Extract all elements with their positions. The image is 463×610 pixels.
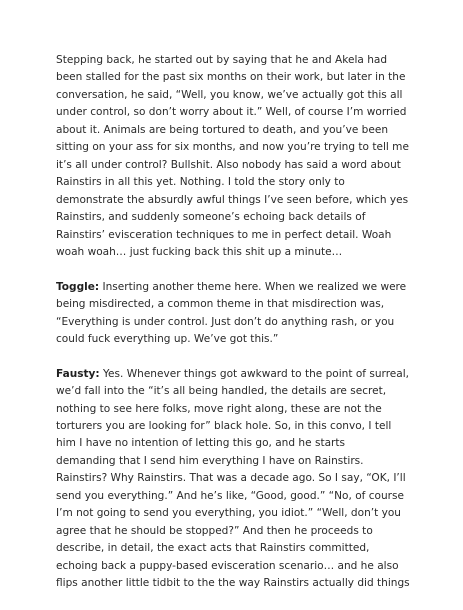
text-run: Yes. Whenever things got awkward to the point of surreal, (99, 367, 410, 380)
text-line: it’s all under control? Bullshit. Also nobody has said a word about (56, 158, 401, 171)
text-line (56, 279, 411, 296)
text-line: nothing to see here folks, move right along, these are not the (56, 402, 382, 415)
text-run: Inserting another theme here. When we realized we were (99, 280, 407, 293)
text-line: “Everything is under control. Just don’t do anything rash, or you (56, 315, 395, 328)
text-line: demonstrate the absurdly awful things I’ve seen before, which yes (56, 193, 409, 206)
text-line: Rainstirs in all this yet. Nothing. I told the story only to (56, 176, 345, 189)
speaker-label: Fausty: (56, 367, 100, 380)
text-line: under control, so don’t worry about it.” Well, of course I’m worried (56, 106, 407, 119)
text-line: torturers you are looking for” black hole. So, in this convo, I tell (56, 419, 392, 432)
paragraph-narrative (56, 52, 411, 261)
text-line: Stepping back, he started out by saying that he and Akela had (56, 54, 388, 66)
document-body (56, 52, 411, 610)
text-line: sitting on your ass for six months, and now you’re trying to tell me (56, 141, 409, 154)
text-line: woah woah… just fucking back this shit up a minute… (56, 245, 343, 258)
text-line: being misdirected, a common theme in that misdirection was, (56, 298, 385, 311)
text-line: demanding that I send him everything I have on Rainstirs. (56, 454, 364, 467)
text-line: been stalled for the past six months on their work, but later in the (56, 71, 406, 84)
paragraph-fausty (56, 366, 411, 593)
speaker-label: Toggle: (56, 280, 100, 293)
text-line: we’d fall into the “it’s all being handled, the details are secret, (56, 385, 387, 398)
text-line: flips another little tidbit to the the way Rainstirs actually did things (56, 577, 410, 590)
text-line: echoing back a puppy-based evisceration scenario… and he also (56, 559, 399, 572)
text-line: Rainstirs? Why Rainstirs. That was a decade ago. So I say, “OK, I’ll (56, 472, 406, 485)
text-line: Rainstirs, and suddenly someone’s echoing back details of (56, 211, 366, 224)
text-line (56, 366, 411, 383)
paragraph-toggle (56, 279, 411, 349)
text-line: could fuck everything up. We’ve got this.” (56, 332, 279, 345)
text-line: about it. Animals are being tortured to death, and you’ve been (56, 123, 389, 136)
text-line: agree that he should be stopped?” And then he proceeds to (56, 524, 373, 537)
text-line: conversation, he said, “Well, you know, we’ve actually got this all (56, 88, 403, 101)
text-line: him I have no intention of letting this go, and he starts (56, 437, 346, 450)
text-line: send you everything.” And he’s like, “Good, good.” “No, of course (56, 489, 404, 502)
text-line: describe, in detail, the exact acts that Rainstirs committed, (56, 542, 370, 555)
text-line: I’m not going to send you everything, you idiot.” “Well, don’t you (56, 507, 401, 520)
text-line: Rainstirs’ evisceration techniques to me in perfect detail. Woah (56, 228, 392, 241)
